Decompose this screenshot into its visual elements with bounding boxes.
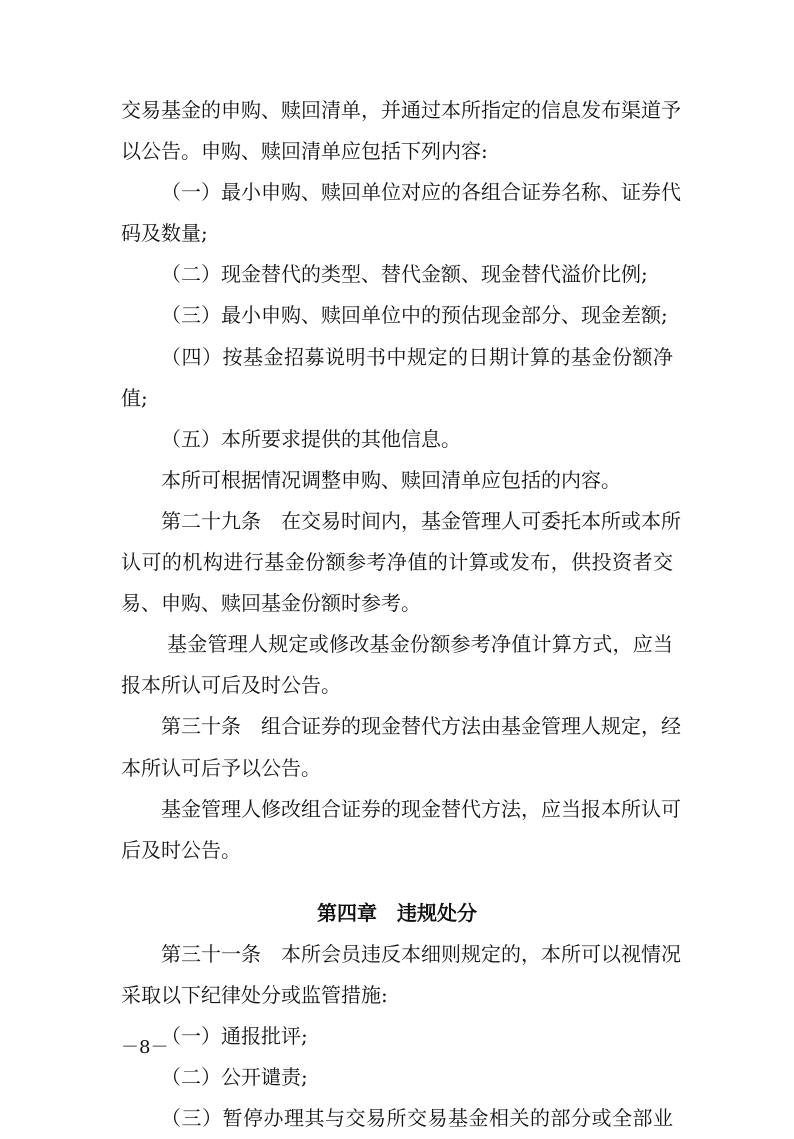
- list-item-line: （四）按基金招募说明书中规定的日期计算的基金份额净: [161, 344, 673, 369]
- article-31-line: 采取以下纪律处分或监管措施:: [121, 982, 388, 1007]
- list-item-line: 值;: [121, 385, 148, 410]
- chapter-heading: 第四章 违规处分: [317, 900, 477, 925]
- paragraph-line: 以公告。申购、赎回清单应包括下列内容:: [121, 139, 488, 164]
- list-item-line: （一）最小申购、赎回单位对应的各组合证券名称、证券代: [161, 180, 681, 205]
- paragraph-line: 本所可根据情况调整申购、赎回清单应包括的内容。: [161, 467, 621, 492]
- paragraph-line: 基金管理人规定或修改基金份额参考净值计算方式，应当: [167, 632, 673, 657]
- paragraph-line: 后及时公告。: [121, 837, 241, 862]
- list-item-line: （一）通报批评;: [161, 1024, 308, 1049]
- article-30-line: 本所认可后予以公告。: [121, 755, 321, 780]
- list-item-line: （五）本所要求提供的其他信息。: [161, 426, 461, 451]
- article-30-line: 第三十条 组合证券的现金替代方法由基金管理人规定，经: [161, 714, 681, 739]
- paragraph-line: 基金管理人修改组合证券的现金替代方法，应当报本所认可: [161, 796, 681, 821]
- document-body: [121, 90, 681, 1139]
- article-31-line: 第三十一条 本所会员违反本细则规定的，本所可以视情况: [161, 941, 681, 966]
- list-item-line: （三）暂停办理其与交易所交易基金相关的部分或全部业: [161, 1106, 673, 1131]
- page-number: －8－: [121, 1037, 169, 1058]
- article-29-line: 易、申购、赎回基金份额时参考。: [121, 591, 421, 616]
- list-item-line: 码及数量;: [121, 221, 208, 246]
- section-spacer: [121, 871, 673, 893]
- list-item-line: （三）最小申购、赎回单位中的预估现金部分、现金差额;: [161, 303, 668, 328]
- list-item-line: （二）公开谴责;: [161, 1065, 308, 1090]
- paragraph-line: 报本所认可后及时公告。: [121, 673, 341, 698]
- list-item-line: （二）现金替代的类型、替代金额、现金替代溢价比例;: [161, 262, 648, 287]
- article-29-line: 认可的机构进行基金份额参考净值的计算或发布，供投资者交: [121, 550, 673, 575]
- article-29-line: 第二十九条 在交易时间内，基金管理人可委托本所或本所: [161, 508, 681, 533]
- paragraph-line: 交易基金的申购、赎回清单，并通过本所指定的信息发布渠道予: [121, 98, 681, 122]
